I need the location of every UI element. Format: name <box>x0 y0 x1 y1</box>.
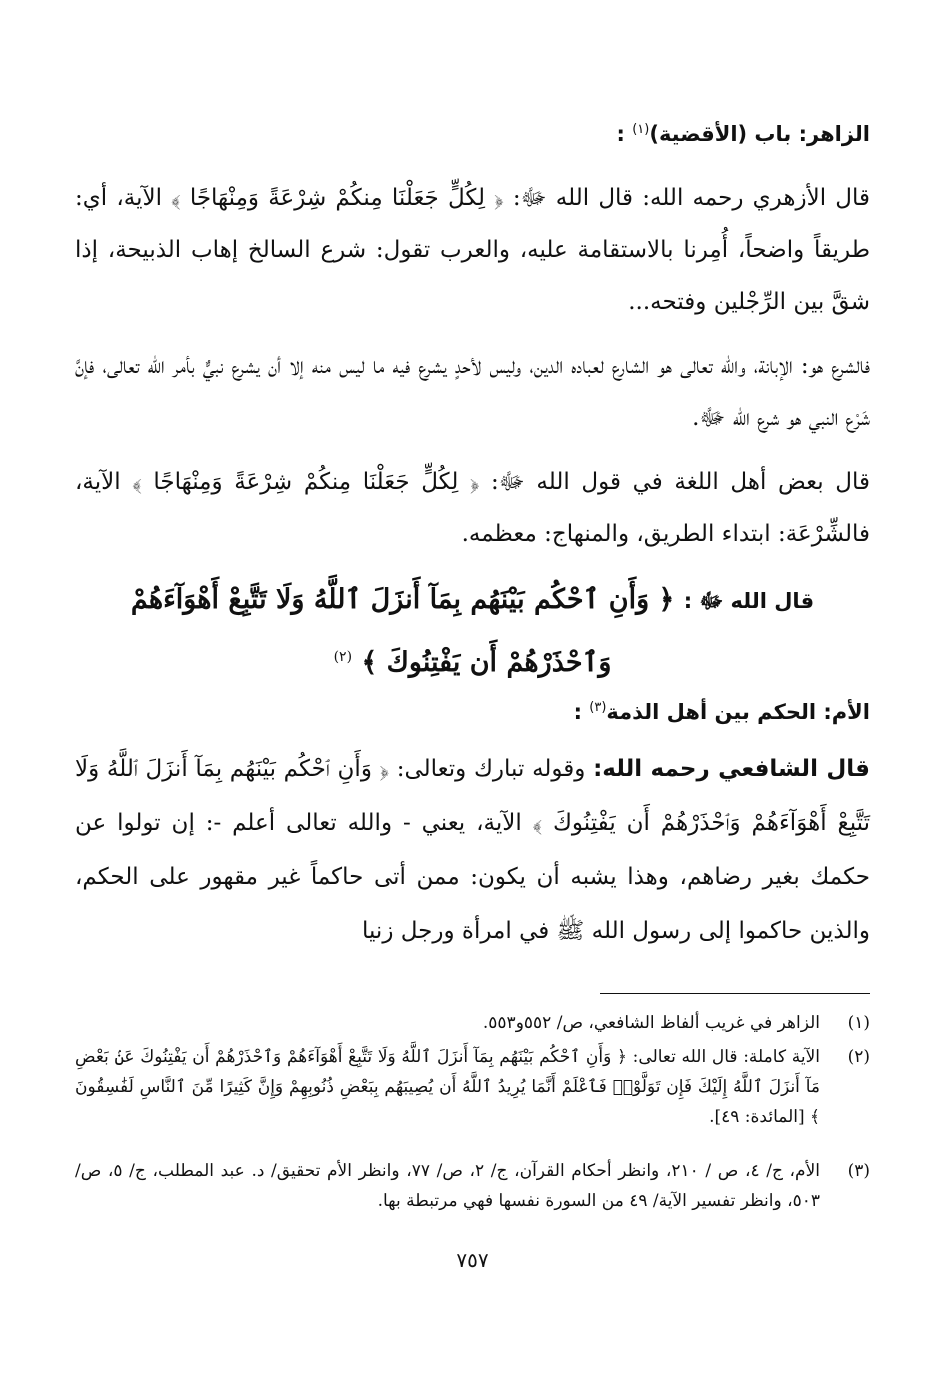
heading-text: الأم: الحكم بين أهل الذمة <box>606 700 870 724</box>
footnote-ref: (٣) <box>589 700 607 715</box>
paragraph <box>75 742 870 958</box>
verse-lead: قال الله ﷻ : <box>683 589 815 613</box>
footnote-number: (٢) <box>847 1047 870 1067</box>
page-number: ٧٥٧ <box>456 1248 489 1272</box>
footnote <box>75 1008 870 1038</box>
footnote-text: الأم، ج/ ٤، ص / ٢١٠، وانظر أحكام القرآن، ج/ ٢، ص/ ٧٧، وانظر الأم تحقيق/ د. عبد المطلب، ج/ ٥، ص/ ٥٠٣، وانظر تفسير الآية/ ٤٩ من السورة نفسها فهي مرتبطة بها. <box>75 1161 820 1211</box>
footnote-number: (١) <box>847 1013 870 1033</box>
footnote-text: الزاهر في غريب ألفاظ الشافعي، ص/ ٥٥٢و٥٥٣. <box>482 1013 820 1033</box>
footnote <box>75 1042 870 1132</box>
footnote <box>75 1156 870 1216</box>
footnote-text: الآية كاملة: قال الله تعالى: ﴿ وَأَنِ ٱحْكُم بَيْنَهُم بِمَآ أَنزَلَ ٱللَّهُ وَلَا تَتَّبِعْ أَهْوَآءَهُمْ وَٱحْذَرْهُمْ أَن يَفْتِنُوكَ عَنۢ بَعْضِ مَآ أَنزَلَ ٱللَّهُ إِلَيْكَ فَإِن تَوَلَّوْا۟ فَٱعْلَمْ أَنَّمَا يُرِيدُ ٱللَّهُ أَن يُصِيبَهُم بِبَعْضِ ذُنُوبِهِمْ وَإِنَّ كَثِيرًا مِّنَ ٱلنَّاسِ لَفَٰسِقُونَ ﴾ [المائدة: ٤٩]. <box>75 1047 820 1127</box>
footnote-ref: (٢) <box>333 649 353 665</box>
quran-verse-block <box>75 572 870 691</box>
paragraph: قال بعض أهل اللغة في قول الله ﷻ: ﴿ لِكُلٍّ جَعَلْنَا مِنكُمْ شِرْعَةً وَمِنْهَاجًا ﴾ الآية، فالشِّرْعَة: ابتداء الطريق، والمنهاج: معظمه. <box>75 469 870 547</box>
section-heading-zahir: الزاهر: باب (الأقضية)$^{(١)}$ : <box>616 122 870 146</box>
section-body-umm <box>75 742 870 958</box>
heading-text: الزاهر: باب (الأقضية) <box>649 122 870 146</box>
footnote-separator <box>600 993 870 994</box>
footnote-number: (٣) <box>847 1161 870 1181</box>
section-heading-umm: الأم: الحكم بين أهل الذمة$^{(٣)}$ : <box>573 700 870 724</box>
speaker-lead: قال الشافعي رحمه الله: <box>593 756 870 782</box>
paragraph: فالشرع هو: الإبانة، والله تعالى هو الشارع لعباده الدين، وليس لأحدٍ يشرع فيه ما ليس منه إلا أن يشرع نبيٌّ بأمر الله تعالى، فإنَّ شَرْع النبي هو شرع الله ﷻ. <box>75 353 870 431</box>
paragraph: قال الأزهري رحمه الله: قال الله ﷻ: ﴿ لِكُلٍّ جَعَلْنَا مِنكُمْ شِرْعَةً وَمِنْهَاجًا ﴾ الآية، أي: طريقاً واضحاً، أُمِرنا بالاستقامة عليه، والعرب تقول: شرع السالخ إهاب الذبيحة، إذا شقَّ بين الرِّجْلين وفتحه... <box>75 185 870 315</box>
paragraph-text: وقوله تبارك وتعالى: ﴿ وَأَنِ ٱحْكُم بَيْنَهُم بِمَآ أَنزَلَ ٱللَّهُ وَلَا تَتَّبِعْ أَهْوَآءَهُمْ وَٱحْذَرْهُمْ أَن يَفْتِنُوكَ ﴾ الآية، يعني - والله تعالى أعلم -: إن تولوا عن حكمك بغير رضاهم، وهذا يشبه أن يكون: ممن أتى حاكماً غير مقهور على الحكم، والذين حاكموا إلى رسول الله ﷺ في امرأة ورجل زنيا <box>75 756 870 944</box>
footnote-ref: (١) <box>632 122 650 137</box>
section-body-zahir <box>75 172 870 560</box>
verse-text: ﴿ وَأَنِ ٱحْكُم بَيْنَهُم بِمَآ أَنزَلَ ٱللَّهُ وَلَا تَتَّبِعْ أَهْوَآءَهُمْ وَٱحْذَرْهُمْ أَن يَفْتِنُوكَ ﴾ <box>130 584 675 678</box>
